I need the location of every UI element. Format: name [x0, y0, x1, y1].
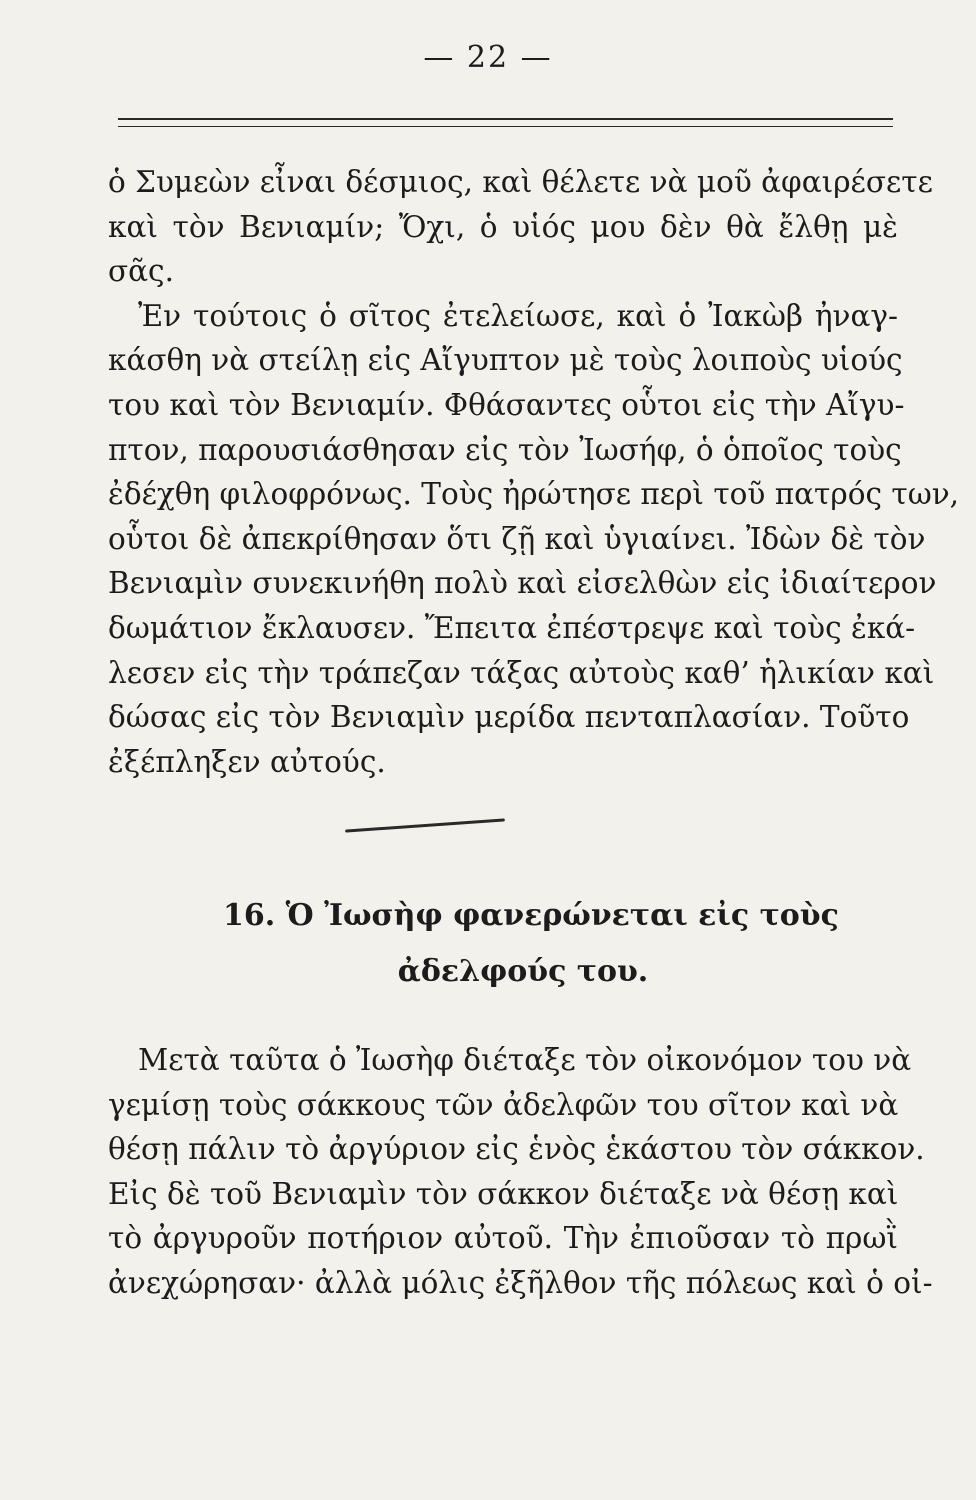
text-line: ἐξέπληξεν αὐτούς.: [108, 744, 386, 779]
text-line: δώσας εἰς τὸν Βενιαμὶν μερίδα πενταπλασίαν. Τοῦτο: [108, 700, 910, 735]
text-line: δωμάτιον ἔκλαυσεν. Ἔπειτα ἐπέστρεψε καὶ τοὺς ἐκά-: [108, 610, 916, 645]
text-line: γεμίσῃ τοὺς σάκκους τῶν ἀδελφῶν του σῖτον καὶ νὰ: [108, 1087, 899, 1122]
page-number: — 22 —: [423, 40, 553, 75]
text-line: πτον, παρουσιάσθησαν εἰς τὸν Ἰωσήφ, ὁ ὁποῖος τοὺς: [108, 432, 902, 467]
text-line: του καὶ τὸν Βενιαμίν. Φθάσαντες οὗτοι εἰς τὴν Αἴγυ-: [108, 387, 905, 422]
text-line: ἀνεχώρησαν· ἀλλὰ μόλις ἐξῆλθον τῆς πόλεως καὶ ὁ οἰ-: [108, 1265, 933, 1300]
text-line: Εἰς δὲ τοῦ Βενιαμὶν τὸν σάκκον διέταξε νὰ θέσῃ καὶ: [108, 1176, 899, 1211]
text-line: θέσῃ πάλιν τὸ ἀργύριον εἰς ἑνὸς ἑκάστου τὸν σάκκον.: [108, 1132, 925, 1167]
section-separator: [345, 818, 505, 832]
text-line: Βενιαμὶν συνεκινήθη πολὺ καὶ εἰσελθὼν εἰς ἰδιαίτερον: [108, 566, 937, 601]
text-line: ἐδέχθη φιλοφρόνως. Τοὺς ἠρώτησε περὶ τοῦ πατρός των,: [108, 477, 960, 512]
text-line: καὶ τὸν Βενιαμίν; Ὄχι, ὁ υἱός μου δὲν θὰ ἔλθῃ μὲ: [108, 209, 898, 244]
text-line: τὸ ἀργυροῦν ποτήριον αὐτοῦ. Τὴν ἐπιοῦσαν τὸ πρωῒ: [108, 1221, 898, 1256]
text-line: Μετὰ ταῦτα ὁ Ἰωσὴφ διέταξε τὸν οἰκονόμον του νὰ: [138, 1043, 912, 1077]
text-line: κάσθη νὰ στείλῃ εἰς Αἴγυπτον μὲ τοὺς λοιποὺς υἱούς: [108, 343, 903, 378]
body-text-lower: [108, 1038, 933, 1306]
header-rule-thick: [118, 118, 893, 120]
section-heading-line-1: 16. Ὁ Ἰωσὴφ φανερώνεται εἰς τοὺς: [223, 898, 839, 933]
text-line: λεσεν εἰς τὴν τράπεζαν τάξας αὐτοὺς καθ’ ἡλικίαν καὶ: [108, 655, 935, 690]
section-heading-line-2: ἀδελφούς του.: [397, 954, 649, 989]
header-rule-thin: [118, 126, 893, 127]
section-heading: [108, 888, 898, 1000]
text-line: ὁ Συμεὼν εἶναι δέσμιος, καὶ θέλετε νὰ μοῦ ἀφαιρέσετε: [108, 165, 933, 199]
text-line: Ἐν τούτοις ὁ σῖτος ἐτελείωσε, καὶ ὁ Ἰακὼβ ἠναγ-: [138, 298, 898, 333]
text-line: οὗτοι δὲ ἀπεκρίθησαν ὅτι ζῇ καὶ ὑγιαίνει. Ἰδὼν δὲ τὸν: [108, 521, 926, 556]
body-text-upper: [108, 160, 960, 784]
text-line: σᾶς.: [108, 254, 174, 289]
